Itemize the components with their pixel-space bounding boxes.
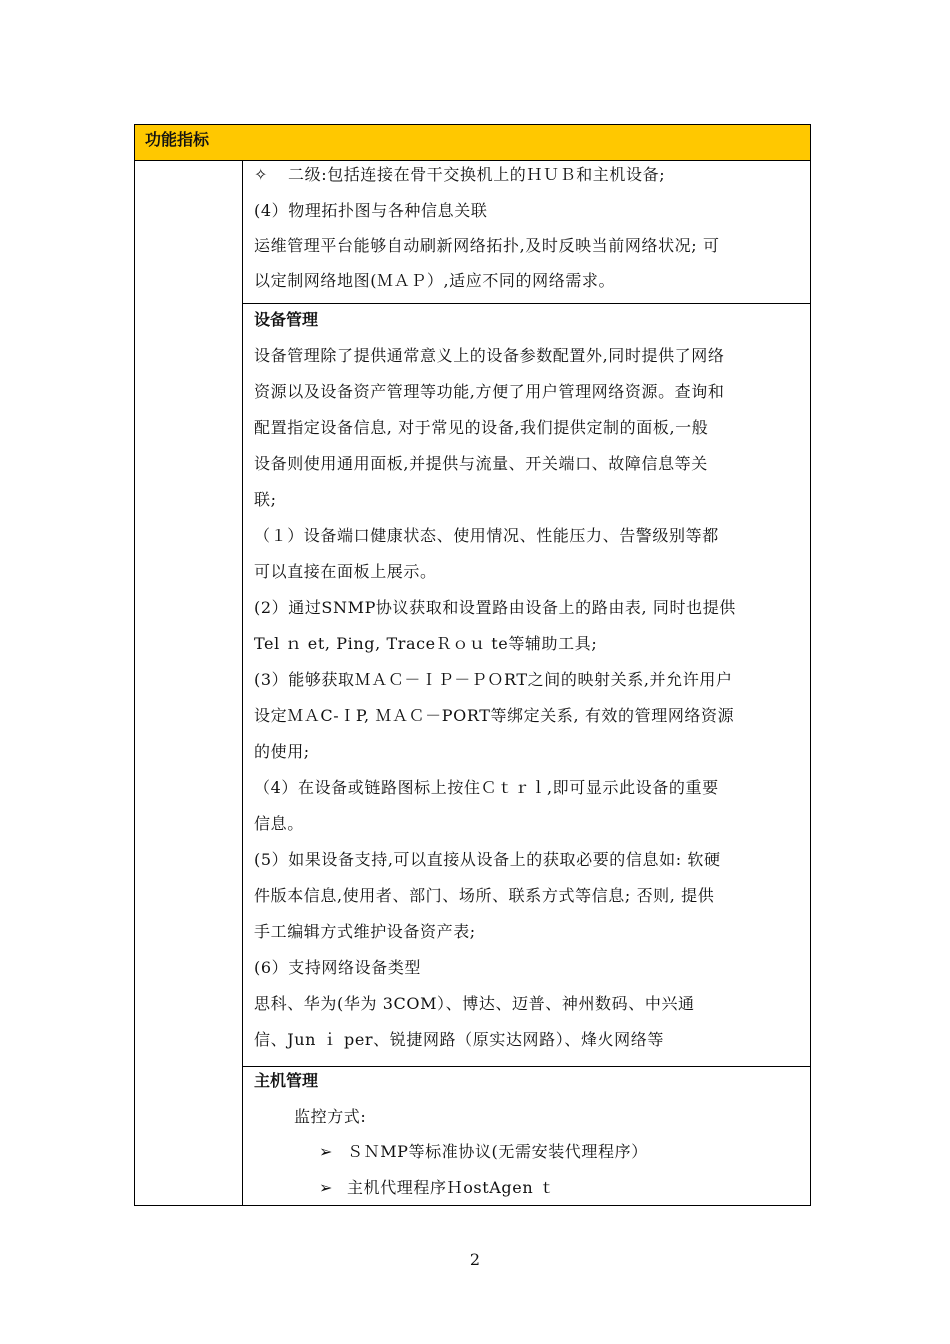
device-line-17: 手工编辑方式维护设备资产表;	[254, 922, 476, 941]
device-line-14: 信息。	[254, 814, 304, 833]
diamond-star-icon: ✧	[254, 165, 269, 184]
host-management-section	[243, 1066, 810, 1205]
device-line-1: 设备管理除了提供通常意义上的设备参数配置外,同时提供了网络	[254, 346, 725, 365]
topology-para-line-2: 以定制网络地图(ＭＡＰ）,适应不同的网络需求。	[254, 271, 616, 290]
arrow-bullet-icon: ➢	[319, 1178, 334, 1197]
topology-para-line-1: 运维管理平台能够自动刷新网络拓扑,及时反映当前网络状况; 可	[254, 236, 720, 255]
device-line-8: (2）通过SNMP协议获取和设置路由设备上的路由表, 同时也提供	[254, 598, 736, 617]
arrow-bullet-icon: ➢	[319, 1142, 334, 1161]
device-line-15: (5）如果设备支持,可以直接从设备上的获取必要的信息如: 软硬	[254, 850, 721, 869]
device-line-6: （１）设备端口健康状态、使用情况、性能压力、告警级别等都	[254, 526, 719, 545]
device-line-13: （4）在设备或链路图标上按住Ｃｔｒｌ,即可显示此设备的重要	[254, 778, 719, 797]
table-header-cell: 功能指标	[135, 125, 810, 160]
device-line-18: (6）支持网络设备类型	[254, 958, 422, 977]
device-line-10: (3）能够获取ＭＡＣ－ＩＰ－ＰＯRT之间的映射关系,并允许用户	[254, 670, 733, 689]
device-line-9: Tel ｎ et, Ping, TraceＲｏｕ te等辅助工具;	[254, 634, 598, 653]
page-number: 2	[469, 1250, 481, 1269]
topology-item-4: (4）物理拓扑图与各种信息关联	[254, 201, 488, 220]
device-line-2: 资源以及设备资产管理等功能,方便了用户管理网络资源。查询和	[254, 382, 725, 401]
host-bullet-1	[319, 1142, 869, 1162]
device-management-section	[243, 303, 810, 1067]
table-right-column	[243, 161, 810, 1205]
device-line-5: 联;	[254, 490, 277, 509]
device-management-title: 设备管理	[254, 310, 319, 329]
host-bullet-1-text: ＳＮMP等标准协议(无需安装代理程序）	[347, 1142, 648, 1161]
device-line-3: 配置指定设备信息, 对于常见的设备,我们提供定制的面板,一般	[254, 418, 709, 437]
level2-bullet-line	[254, 165, 804, 185]
device-line-19: 思科、华为(华为 3COM）、博达、迈普、神州数码、中兴通	[254, 994, 695, 1013]
device-line-12: 的使用;	[254, 742, 310, 761]
spec-table	[134, 124, 811, 1206]
host-bullet-2-text: 主机代理程序ＨostAgen ｔ	[347, 1178, 556, 1197]
device-line-7: 可以直接在面板上展示。	[254, 562, 437, 581]
host-management-title: 主机管理	[254, 1071, 319, 1090]
level2-bullet-text: 二级:包括连接在骨干交换机上的ＨＵＢ和主机设备;	[288, 165, 666, 184]
monitor-method-label: 监控方式:	[294, 1107, 367, 1126]
device-line-4: 设备则使用通用面板,并提供与流量、开关端口、故障信息等关	[254, 454, 708, 473]
table-header-row	[135, 125, 810, 161]
device-line-11: 设定ＭＡC-ＩP, ＭＡＣ－PORT等绑定关系, 有效的管理网络资源	[254, 706, 735, 725]
device-line-16: 件版本信息,使用者、部门、场所、联系方式等信息; 否则, 提供	[254, 886, 715, 905]
topology-section	[243, 161, 810, 311]
table-left-column	[135, 161, 243, 1205]
device-line-20: 信、Jun ｉ per、锐捷网路（原实达网路）、烽火网络等	[254, 1030, 664, 1049]
host-bullet-2	[319, 1178, 869, 1198]
